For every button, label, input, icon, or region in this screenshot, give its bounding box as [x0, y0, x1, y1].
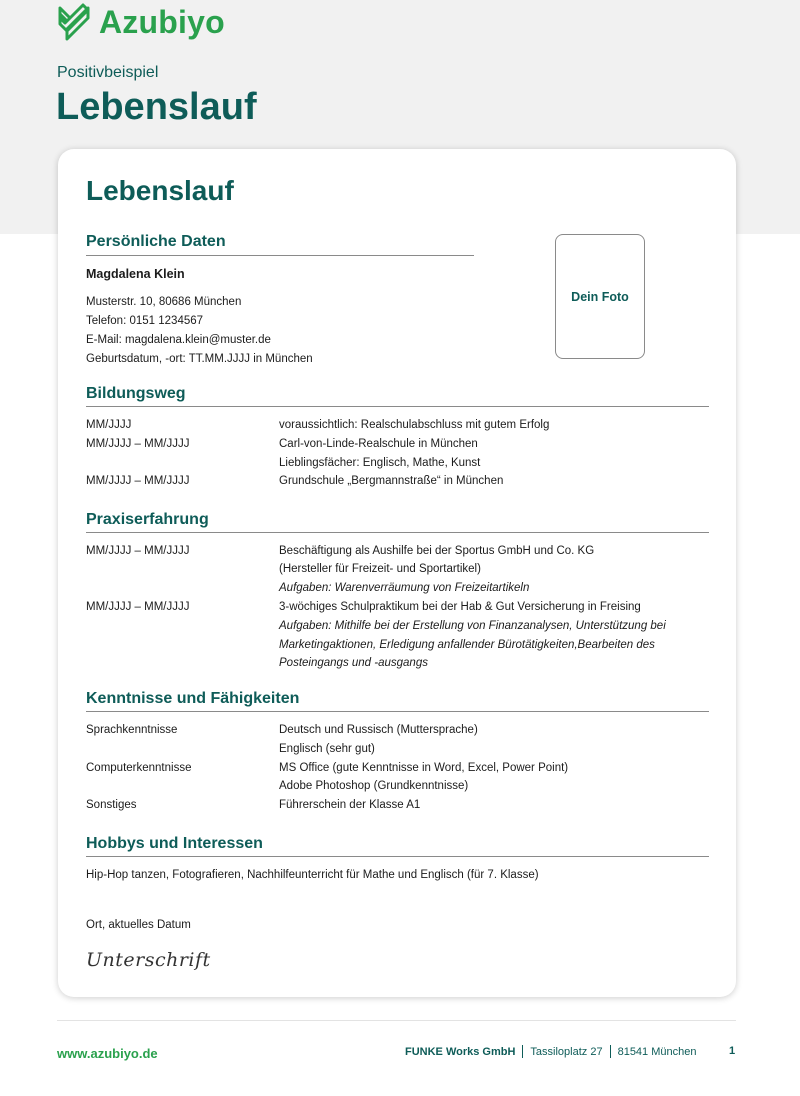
skill-entry: MS Office (gute Kenntnisse in Word, Excel, Power Point)	[279, 762, 569, 774]
education-entry: Carl-von-Linde-Realschule in München	[279, 438, 478, 450]
footer-divider	[57, 1020, 736, 1021]
page-number: 1	[729, 1045, 736, 1057]
experience-tasks: Marketingaktionen, Erledigung anfallender Bürotätigkeiten,Bearbeiten des	[279, 639, 655, 651]
experience-entry: 3-wöchiges Schulpraktikum bei der Hab & Gut Versicherung in Freising	[279, 601, 641, 613]
section-divider	[86, 532, 709, 533]
brand-name: Azubiyo	[99, 3, 225, 40]
email: E-Mail: magdalena.klein@muster.de	[86, 334, 271, 346]
skill-entry: Deutsch und Russisch (Muttersprache)	[279, 724, 478, 736]
footer-city: 81541 München	[617, 1045, 697, 1058]
footer-company: FUNKE Works GmbH	[405, 1045, 516, 1058]
experience-date: MM/JJJJ – MM/JJJJ	[86, 601, 190, 613]
skill-category: Computerkenntnisse	[86, 762, 192, 774]
skill-category: Sonstiges	[86, 799, 137, 811]
azubiyo-logo[interactable]	[57, 2, 225, 42]
skill-entry: Führerschein der Klasse A1	[279, 799, 421, 811]
photo-placeholder	[555, 234, 645, 359]
education-date: MM/JJJJ – MM/JJJJ	[86, 475, 190, 487]
page-title: Lebenslauf	[56, 86, 257, 128]
education-date: MM/JJJJ – MM/JJJJ	[86, 438, 190, 450]
skill-entry: Englisch (sehr gut)	[279, 743, 375, 755]
phone: Telefon: 0151 1234567	[86, 315, 204, 327]
experience-date: MM/JJJJ – MM/JJJJ	[86, 545, 190, 557]
education-entry: voraussichtlich: Realschulabschluss mit gutem Erfolg	[279, 419, 550, 431]
footer-website-link[interactable]: www.azubiyo.de	[57, 1046, 158, 1061]
section-divider	[86, 255, 474, 256]
education-date: MM/JJJJ	[86, 419, 132, 431]
education-entry: Grundschule „Bergmannstraße“ in München	[279, 475, 504, 487]
section-divider	[86, 711, 709, 712]
section-heading-experience: Praxiserfahrung	[86, 511, 209, 528]
cv-document	[58, 149, 736, 997]
education-entry: Lieblingsfächer: Englisch, Mathe, Kunst	[279, 457, 481, 469]
place-date: Ort, aktuelles Datum	[86, 919, 191, 931]
footer-company-info	[405, 1045, 696, 1058]
address: Musterstr. 10, 80686 München	[86, 296, 242, 308]
photo-label: Dein Foto	[571, 289, 629, 304]
section-divider	[86, 856, 709, 857]
cv-title: Lebenslauf	[86, 175, 234, 206]
section-heading-skills: Kenntnisse und Fähigkeiten	[86, 690, 300, 707]
footer-street: Tassiloplatz 27	[530, 1045, 603, 1058]
section-divider	[86, 406, 709, 407]
experience-tasks: Aufgaben: Warenverräumung von Freizeitartikeln	[279, 582, 530, 594]
applicant-name: Magdalena Klein	[86, 267, 185, 281]
footer-separator	[610, 1045, 611, 1058]
birth-date-place: Geburtsdatum, -ort: TT.MM.JJJJ in München	[86, 353, 313, 365]
experience-entry: Beschäftigung als Aushilfe bei der Sportus GmbH und Co. KG	[279, 545, 595, 557]
section-heading-education: Bildungsweg	[86, 385, 186, 402]
hobbies-text: Hip-Hop tanzen, Fotografieren, Nachhilfeunterricht für Mathe und Englisch (für 7. Klasse)	[86, 869, 539, 881]
signature: Unterschrift	[86, 949, 211, 971]
experience-entry: (Hersteller für Freizeit- und Sportartikel)	[279, 563, 481, 575]
experience-tasks: Aufgaben: Mithilfe bei der Erstellung von Finanzanalysen, Unterstützung bei	[279, 620, 666, 632]
page-subtitle: Positivbeispiel	[57, 64, 159, 81]
azubiyo-logo-icon	[57, 2, 91, 42]
section-heading-hobbies: Hobbys und Interessen	[86, 835, 263, 852]
section-heading-personal: Persönliche Daten	[86, 233, 226, 250]
experience-tasks: Posteingangs und -ausgangs	[279, 657, 428, 669]
footer-separator	[522, 1045, 523, 1058]
skill-entry: Adobe Photoshop (Grundkenntnisse)	[279, 780, 469, 792]
skill-category: Sprachkenntnisse	[86, 724, 178, 736]
